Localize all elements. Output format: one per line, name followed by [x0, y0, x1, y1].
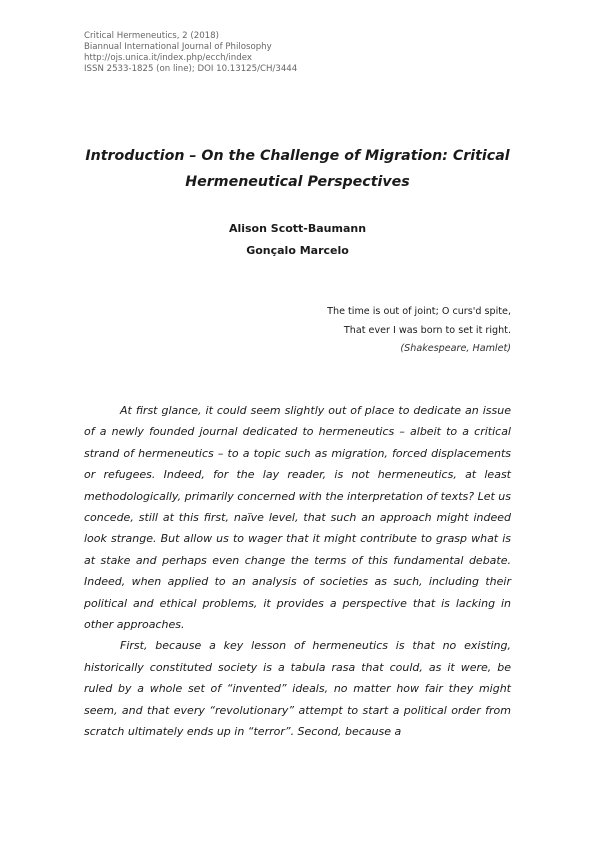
author-name: Gonçalo Marcelo [246, 244, 349, 257]
body-paragraph-2: First, because a key lesson of hermeneutics is that no existing, historically constituted society is a tabula rasa that could, as it were, be ruled by a whole set of “invented” ideals, no matter how fair they might seem, and that every “revolutionary” attempt to start a political order from scratch ultimately ends up in “terror”. Second, because a [84, 639, 511, 739]
journal-header [84, 31, 297, 75]
journal-issn-doi: ISSN 2533-1825 (on line); DOI 10.13125/CH/3444 [84, 64, 298, 74]
body-paragraph-1: At first glance, it could seem slightly out of place to dedicate an issue of a newly founded journal dedicated to hermeneutics – albeit to a critical strand of hermeneutics – to a topic such as migration, forced displacements or refugees. Indeed, for the lay reader, is not hermeneutics, at least methodologically, primarily concerned with the interpretation of texts? Let us concede, still at this first, naïve level, that such an approach might indeed look strange. But allow us to wager that it might contribute to grasp what is at stake and perhaps even change the terms of this fundamental debate. Indeed, when applied to an analysis of societies as such, including their political and ethical problems, it provides a perspective that is lacking in other approaches. [84, 404, 511, 632]
epigraph-line-2: That ever I was born to set it right. [343, 324, 511, 336]
article-title [60, 143, 535, 195]
article-body [84, 400, 511, 743]
author-list [60, 218, 535, 262]
journal-citation: Critical Hermeneutics, 2 (2018) [84, 31, 219, 41]
epigraph-citation: (Shakespeare, Hamlet) [400, 343, 511, 354]
journal-url[interactable]: http://ojs.unica.it/index.php/ecch/index [84, 53, 252, 63]
author-name: Alison Scott-Baumann [228, 222, 367, 235]
epigraph-line-1: The time is out of joint; O curs'd spite, [327, 306, 511, 317]
epigraph [327, 303, 511, 359]
title-line-2: Hermeneutical Perspectives [185, 174, 410, 190]
title-line-1: Introduction – On the Challenge of Migration: Critical [85, 148, 510, 164]
journal-description: Biannual International Journal of Philosophy [84, 42, 272, 52]
